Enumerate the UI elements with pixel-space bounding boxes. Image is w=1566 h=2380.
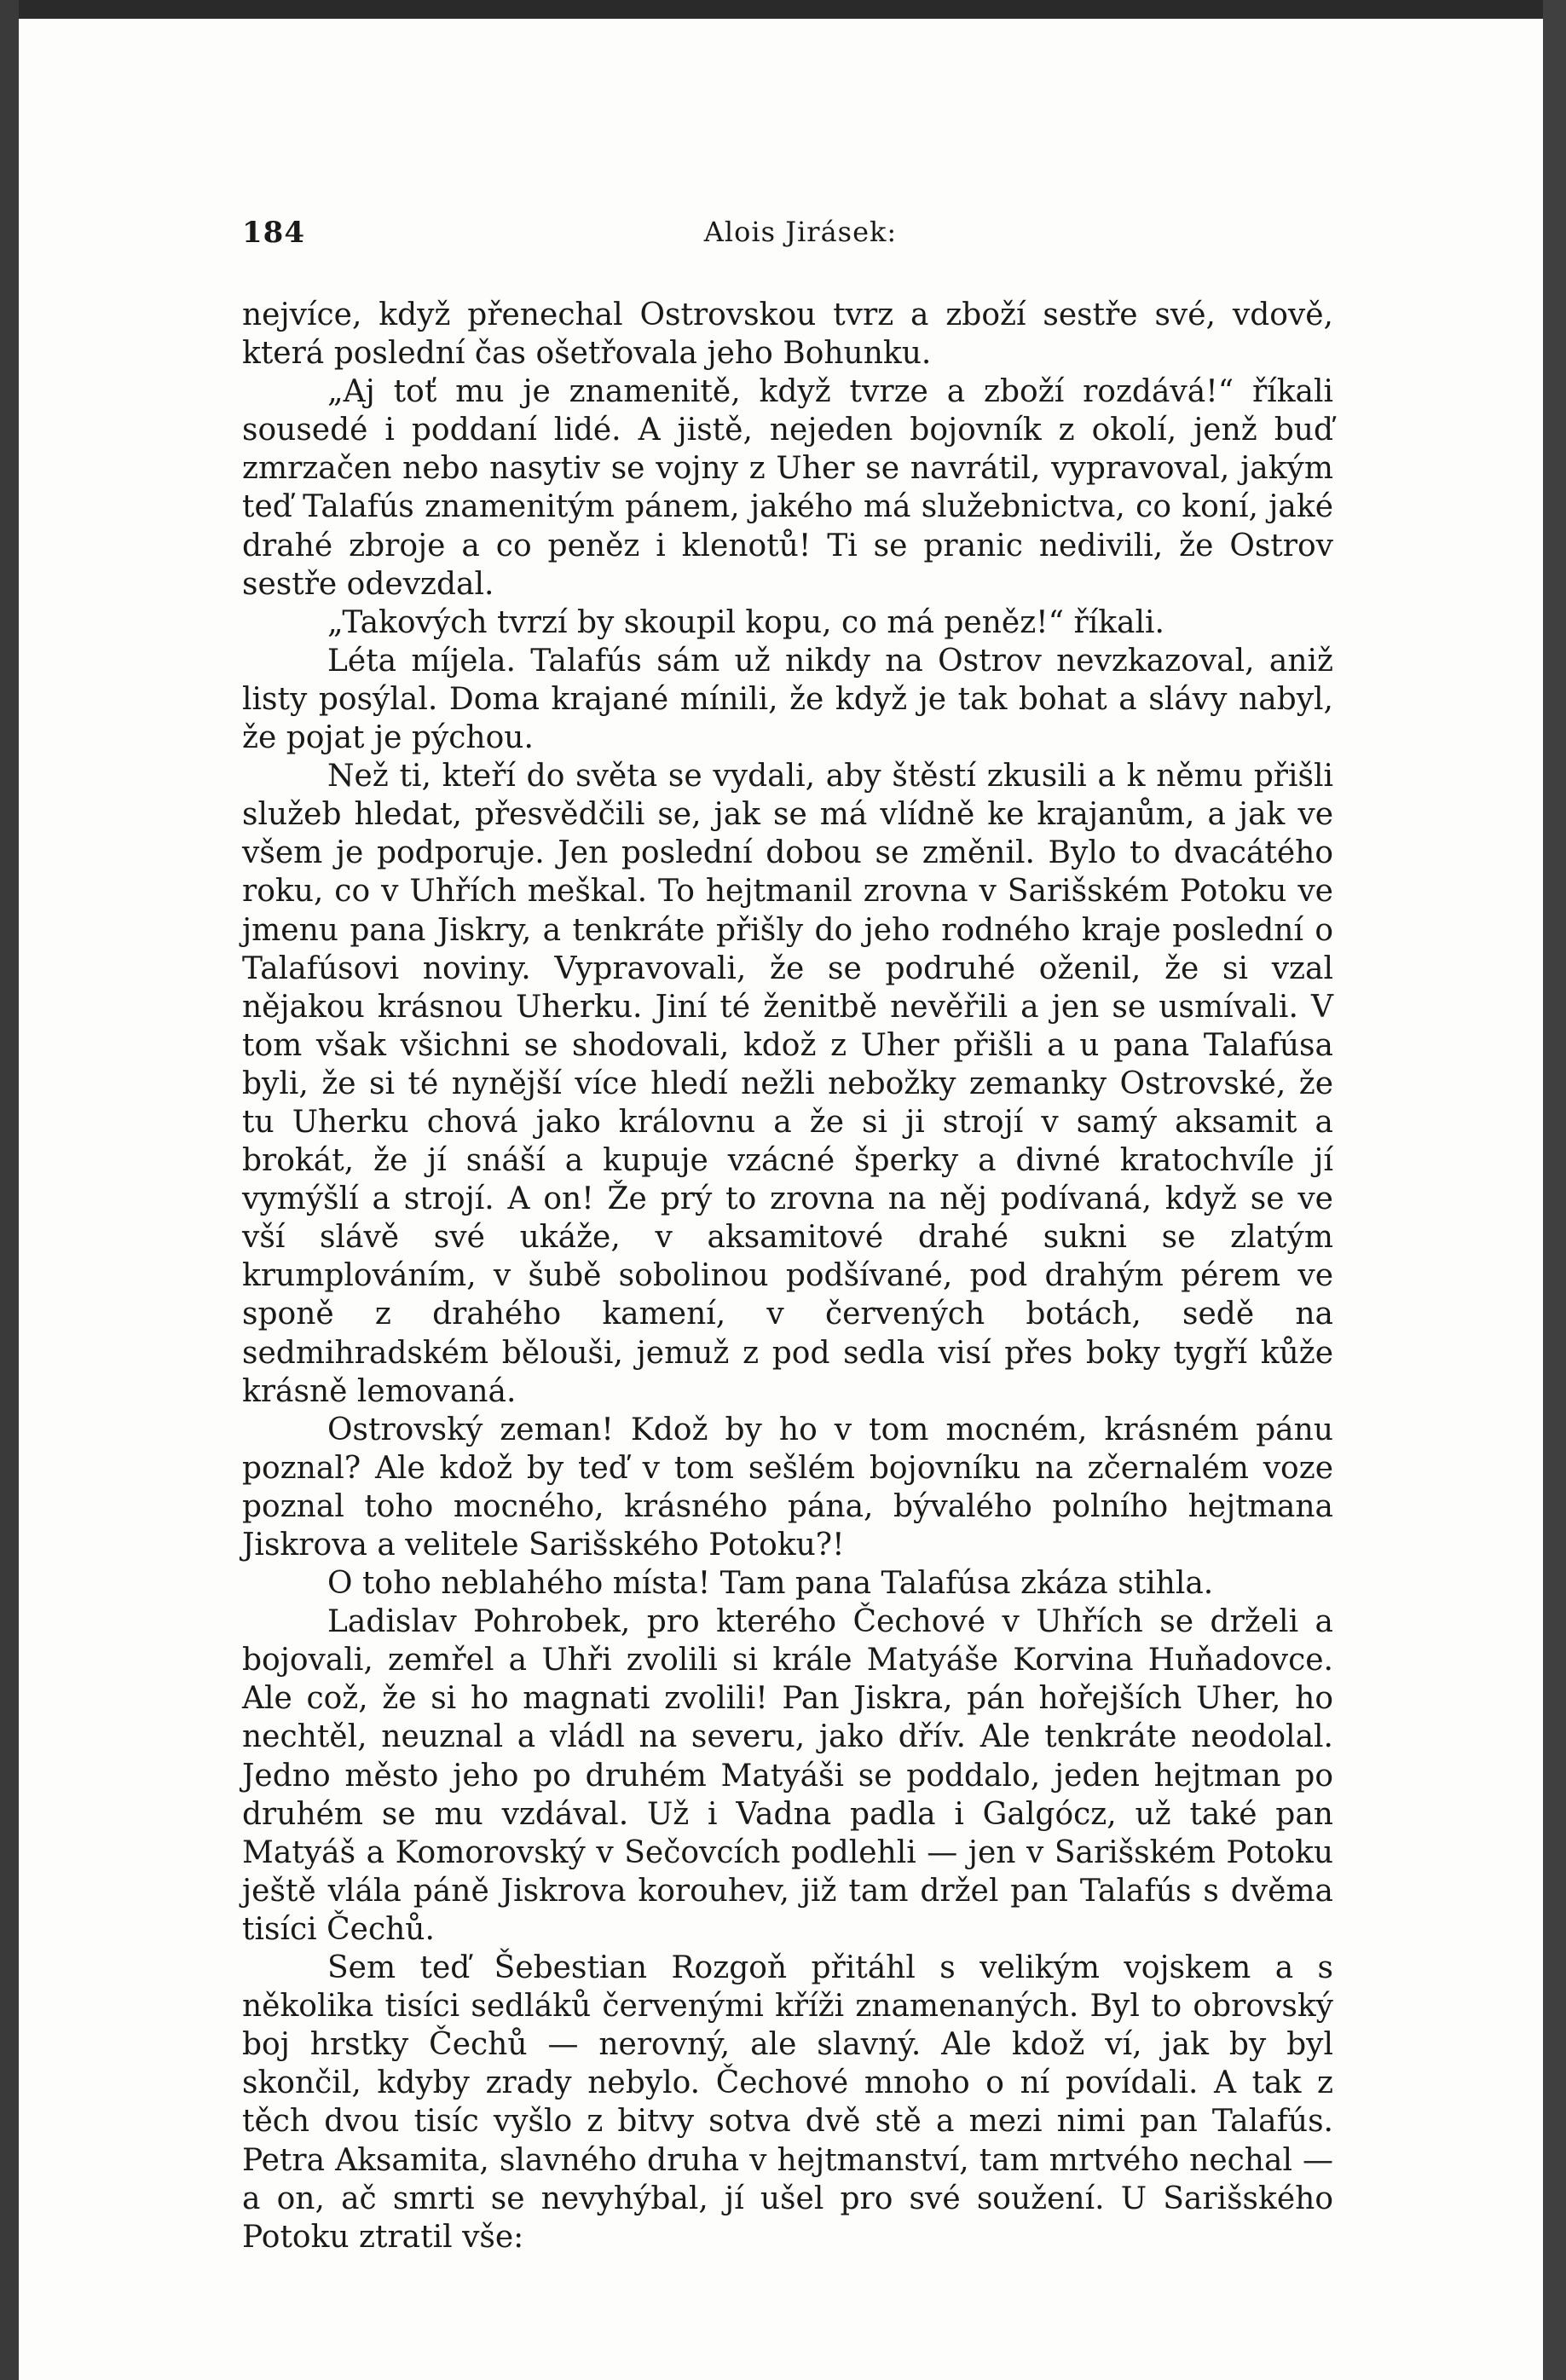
paragraph: Léta míjela. Talafús sám už nikdy na Ostrov nevzkazoval, aniž listy posýlal. Doma krajané mínili, že když je tak bohat a slávy nabyl, že pojat je pýchou.: [242, 643, 1333, 756]
scan-border-left: [0, 0, 19, 2380]
paragraph: Ladislav Pohrobek, pro kterého Čechové v Uhřích se drželi a bojovali, zemřel a Uhři zvolili si krále Matyáše Korvina Huňadovce. Ale což, že si ho magnati zvolili! Pan Jiskra, pán hořejších Uher, ho nechtěl, neuznal a vládl na severu, jako dřív. Ale tenkráte neodolal. Jedno město jeho po druhém Matyáši se poddalo, jeden hejtman po druhém se mu vzdával. Už i Vadna padla i Galgócz, už také pan Matyáš a Komorovský v Sečovcích podlehli — jen v Sarišském Potoku ještě vlála páně Jiskrova korouhev, již tam držel pan Talafús s dvěma tisíci Čechů.: [242, 1604, 1333, 1947]
paragraph: Ostrovský zeman! Kdož by ho v tom mocném, krásném pánu poznal? Ale kdož by teď v tom sešlém bojovníku na zčernalém voze poznal toho mocného, krásného pána, bývalého polního hejtmana Jiskrova a velitele Sarišského Potoku?!: [242, 1412, 1333, 1563]
scan-border-right: [1543, 0, 1566, 2380]
paragraph: O toho neblahého místa! Tam pana Talafúsa zkáza stihla.: [327, 1566, 1214, 1602]
paragraph: „Takových tvrzí by skoupil kopu, co má peněz!“ říkali.: [327, 604, 1164, 640]
scan-border-top: [0, 0, 1566, 19]
paragraph: Sem teď Šebestian Rozgoň přitáhl s velikým vojskem a s několika tisíci sedláků červenými kříži znamenaných. Byl to obrovský boj hrstky Čechů — nerovný, ale slavný. Ale kdož ví, jak by byl skončil, kdyby zrady nebylo. Čechové mnoho o ní povídali. A tak z těch dvou tisíc vyšlo z bitvy sotva dvě stě a mezi nimi pan Talafús. Petra Aksamita, slavného druha v hejtmanství, tam mrtvého nechal — a on, ač smrti se nevyhýbal, jí ušel pro své soužení. U Sarišského Potoku ztratil vše:: [242, 1950, 1333, 2255]
body-text: [242, 296, 1333, 2256]
running-head: [242, 216, 1333, 250]
page-number: 184: [242, 216, 305, 250]
paragraph: nejvíce, když přenechal Ostrovskou tvrz a zboží sestře své, vdově, která poslední čas ošetřovala jeho Bohunku.: [242, 298, 1333, 372]
paragraph: „Aj toť mu je znamenitě, když tvrze a zboží rozdává!“ říkali sousedé i poddaní lidé. A jistě, nejeden bojovník z okolí, jenž buď zmrzačen nebo nasytiv se vojny z Uher se navrátil, vypravoval, jakým teď Talafús znamenitým pánem, jakého má služebnictva, co koní, jaké drahé zbroje a co peněz i klenotů! Ti se pranic nedivili, že Ostrov sestře odevzdal.: [242, 374, 1333, 602]
paragraph: Než ti, kteří do světa se vydali, aby štěstí zkusili a k němu přišli služeb hledat, přesvědčili se, jak se má vlídně ke krajanům, a jak ve všem je podporuje. Jen poslední dobou se změnil. Bylo to dvacátého roku, co v Uhřích meškal. To hejtmanil zrovna v Sarišském Potoku ve jmenu pana Jiskry, a tenkráte přišly do jeho rodného kraje poslední o Talafúsovi noviny. Vypravovali, že se podruhé oženil, že si vzal nějakou krásnou Uherku. Jiní té ženitbě nevěřili a jen se usmívali. V tom však všichni se shodovali, kdož z Uher přišli a u pana Talafúsa byli, že si té nynější více hledí nežli nebožky zemanky Ostrovské, že tu Uherku chová jako královnu a že si ji strojí v samý aksamit a brokát, že jí snáší a kupuje vzácné šperky a divné kratochvíle jí vymýšlí a strojí. A on! Že prý to zrovna na něj podívaná, když se ve vší slávě své ukáže, v aksamitové drahé sukni se zlatým krumplováním, v šubě sobolinou podšívané, pod drahým pérem ve sponě z drahého kamení, v červených botách, sedě na sedmihradském bělouši, jemuž z pod sedla visí přes boky tygří kůže krásně lemovaná.: [242, 759, 1333, 1409]
running-head-author: Alois Jirásek:: [703, 216, 898, 248]
